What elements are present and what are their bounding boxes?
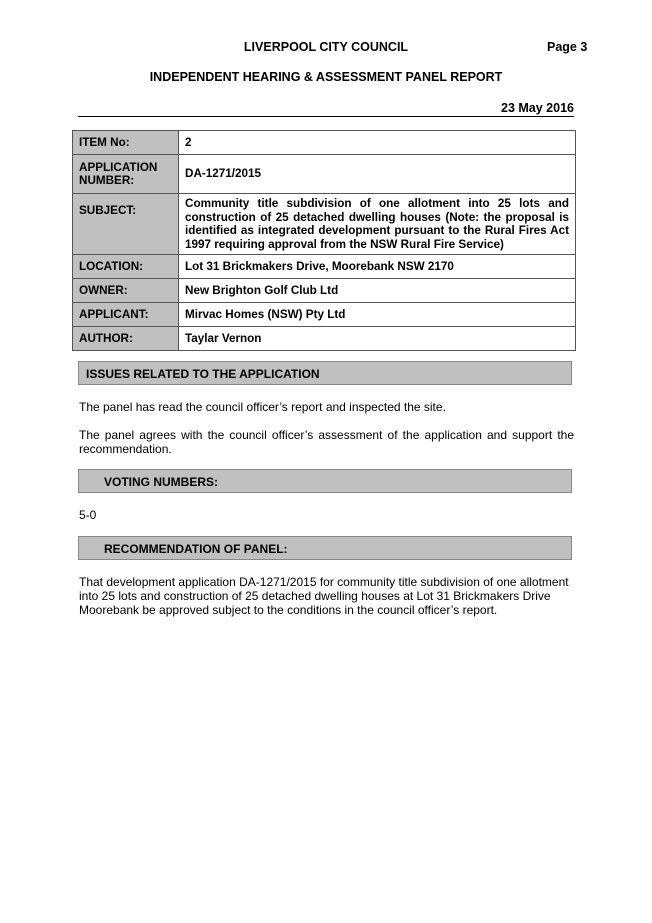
report-date: 23 May 2016: [501, 101, 574, 115]
owner-value: New Brighton Golf Club Ltd: [179, 279, 576, 303]
recommendation-text: That development application DA-1271/2015 for community title subdivision of one allotment into 25 lots and construction of 25 detached dwelling houses at Lot 31 Brickmakers Drive Moorebank be approved subject to the conditions in the council officer’s report.: [79, 575, 569, 617]
location-value: Lot 31 Brickmakers Drive, Moorebank NSW 2170: [179, 255, 576, 279]
subject-value: Community title subdivision of one allotment into 25 lots and construction of 25 detached dwelling houses (Note: the proposal is identified as integrated development pursuant to the Rural Fires Act 1997 requiring approval from the NSW Rural Fire Service): [179, 194, 576, 255]
owner-label: OWNER:: [73, 279, 179, 303]
item-no-label: ITEM No:: [73, 131, 179, 155]
issues-heading: ISSUES RELATED TO THE APPLICATION: [78, 361, 572, 385]
author-label: AUTHOR:: [73, 327, 179, 351]
application-number-label: APPLICATION NUMBER:: [73, 155, 179, 194]
recommendation-heading: RECOMMENDATION OF PANEL:: [78, 536, 572, 560]
page-number: Page 3: [547, 40, 588, 54]
voting-heading: VOTING NUMBERS:: [78, 469, 572, 493]
applicant-value: Mirvac Homes (NSW) Pty Ltd: [179, 303, 576, 327]
issues-paragraph-1: The panel has read the council officer’s report and inspected the site.: [79, 400, 446, 414]
table-row: [73, 255, 576, 279]
table-row: [73, 131, 576, 155]
table-row: [73, 279, 576, 303]
table-row: [73, 194, 576, 255]
application-number-value: DA-1271/2015: [179, 155, 576, 194]
location-label: LOCATION:: [73, 255, 179, 279]
issues-paragraph-2: The panel agrees with the council officer’s assessment of the application and support the recommendation.: [79, 428, 574, 456]
application-info-table: [72, 130, 576, 351]
table-row: [73, 303, 576, 327]
applicant-label: APPLICANT:: [73, 303, 179, 327]
table-row: [73, 327, 576, 351]
table-row: [73, 155, 576, 194]
item-no-value: 2: [179, 131, 576, 155]
report-title: INDEPENDENT HEARING & ASSESSMENT PANEL REPORT: [149, 70, 503, 84]
header-divider: [78, 116, 574, 117]
author-value: Taylar Vernon: [179, 327, 576, 351]
subject-label: SUBJECT:: [73, 194, 179, 255]
council-name: LIVERPOOL CITY COUNCIL: [243, 40, 409, 54]
voting-value: 5-0: [79, 508, 97, 522]
